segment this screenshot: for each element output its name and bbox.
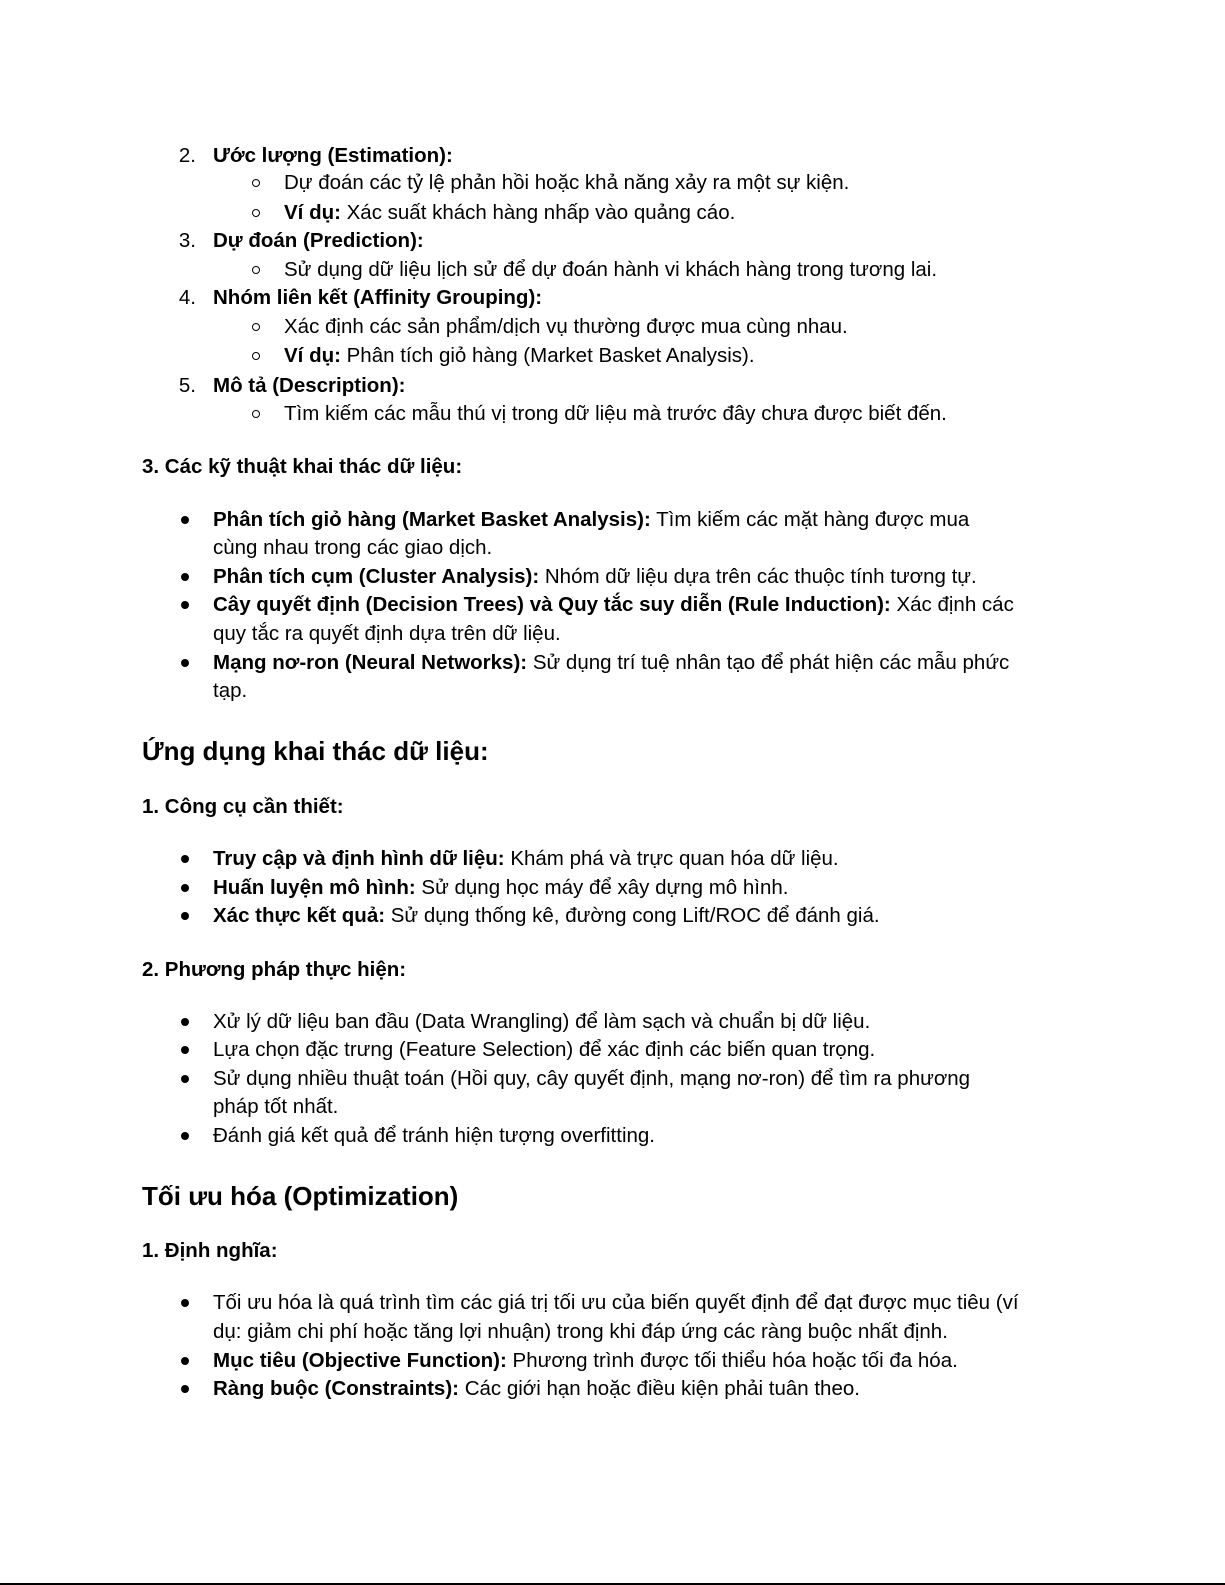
bullet-icon xyxy=(181,659,189,667)
bullet-icon xyxy=(181,884,189,892)
bullet-icon xyxy=(181,1357,189,1365)
list-number: 3. xyxy=(178,229,196,252)
subsection-heading: 1. Công cụ cần thiết: xyxy=(142,795,344,818)
hollow-bullet-icon xyxy=(252,209,260,217)
hollow-bullet-icon xyxy=(252,410,260,418)
bullet-icon xyxy=(181,573,189,581)
sub-item: Dự đoán các tỷ lệ phản hồi hoặc khả năng xảy ra một sự kiện. xyxy=(284,171,850,194)
technique-item: Mạng nơ-ron (Neural Networks): Sử dụng trí tuệ nhân tạo để phát hiện các mẫu phức xyxy=(213,651,1010,674)
definition-item: Mục tiêu (Objective Function): Phương trình được tối thiểu hóa hoặc tối đa hóa. xyxy=(213,1349,958,1372)
technique-item-continuation: cùng nhau trong các giao dịch. xyxy=(213,536,493,559)
technique-item: Phân tích cụm (Cluster Analysis): Nhóm dữ liệu dựa trên các thuộc tính tương tự. xyxy=(213,565,977,588)
definition-item: Tối ưu hóa là quá trình tìm các giá trị tối ưu của biến quyết định để đạt được mục tiêu (ví xyxy=(213,1291,1019,1314)
technique-item: Phân tích giỏ hàng (Market Basket Analysis): Tìm kiếm các mặt hàng được mua xyxy=(213,508,970,531)
sub-item: Ví dụ: Xác suất khách hàng nhấp vào quảng cáo. xyxy=(284,201,736,224)
bullet-icon xyxy=(181,912,189,920)
hollow-bullet-icon xyxy=(252,266,260,274)
bullet-icon xyxy=(181,1132,189,1140)
list-number: 2. xyxy=(178,144,196,167)
hollow-bullet-icon xyxy=(252,352,260,360)
bullet-icon xyxy=(181,1075,189,1083)
bullet-icon xyxy=(181,855,189,863)
bullet-icon xyxy=(181,1299,189,1307)
method-item: Sử dụng nhiều thuật toán (Hồi quy, cây quyết định, mạng nơ-ron) để tìm ra phương xyxy=(213,1067,971,1090)
sub-item: Sử dụng dữ liệu lịch sử để dự đoán hành vi khách hàng trong tương lai. xyxy=(284,258,938,281)
tool-item: Xác thực kết quả: Sử dụng thống kê, đường cong Lift/ROC để đánh giá. xyxy=(213,904,880,927)
technique-item-continuation: quy tắc ra quyết định dựa trên dữ liệu. xyxy=(213,622,561,645)
bullet-icon xyxy=(181,516,189,524)
tool-item: Truy cập và định hình dữ liệu: Khám phá và trực quan hóa dữ liệu. xyxy=(213,847,839,870)
section-title: Ứng dụng khai thác dữ liệu: xyxy=(142,736,489,766)
list-item-title: Dự đoán (Prediction): xyxy=(213,229,424,252)
list-item-title: Nhóm liên kết (Affinity Grouping): xyxy=(213,286,543,309)
bullet-icon xyxy=(181,1385,189,1393)
technique-item-continuation: tạp. xyxy=(213,679,248,702)
sub-item: Tìm kiếm các mẫu thú vị trong dữ liệu mà trước đây chưa được biết đến. xyxy=(284,402,947,425)
bullet-icon xyxy=(181,601,189,609)
method-item: Lựa chọn đặc trưng (Feature Selection) để xác định các biến quan trọng. xyxy=(213,1038,876,1061)
section-title: Tối ưu hóa (Optimization) xyxy=(142,1181,459,1211)
subsection-heading: 1. Định nghĩa: xyxy=(142,1239,278,1262)
list-item-title: Ước lượng (Estimation): xyxy=(213,144,453,167)
bullet-icon xyxy=(181,1018,189,1026)
method-item: Xử lý dữ liệu ban đầu (Data Wrangling) để làm sạch và chuẩn bị dữ liệu. xyxy=(213,1010,871,1033)
definition-item: Ràng buộc (Constraints): Các giới hạn hoặc điều kiện phải tuân theo. xyxy=(213,1377,860,1400)
definition-item-continuation: dụ: giảm chi phí hoặc tăng lợi nhuận) trong khi đáp ứng các ràng buộc nhất định. xyxy=(213,1320,948,1343)
tool-item: Huấn luyện mô hình: Sử dụng học máy để xây dựng mô hình. xyxy=(213,876,789,899)
list-item-title: Mô tả (Description): xyxy=(213,374,406,397)
sub-item: Ví dụ: Phân tích giỏ hàng (Market Basket Analysis). xyxy=(284,344,755,367)
list-number: 5. xyxy=(178,374,196,397)
section-heading: 3. Các kỹ thuật khai thác dữ liệu: xyxy=(142,455,463,478)
list-number: 4. xyxy=(178,286,196,309)
technique-item: Cây quyết định (Decision Trees) và Quy tắc suy diễn (Rule Induction): Xác định các xyxy=(213,593,1014,616)
subsection-heading: 2. Phương pháp thực hiện: xyxy=(142,958,407,981)
method-item: Đánh giá kết quả để tránh hiện tượng overfitting. xyxy=(213,1124,656,1147)
method-item-continuation: pháp tốt nhất. xyxy=(213,1095,339,1118)
hollow-bullet-icon xyxy=(252,179,260,187)
hollow-bullet-icon xyxy=(252,323,260,331)
bullet-icon xyxy=(181,1046,189,1054)
sub-item: Xác định các sản phẩm/dịch vụ thường được mua cùng nhau. xyxy=(284,315,848,338)
